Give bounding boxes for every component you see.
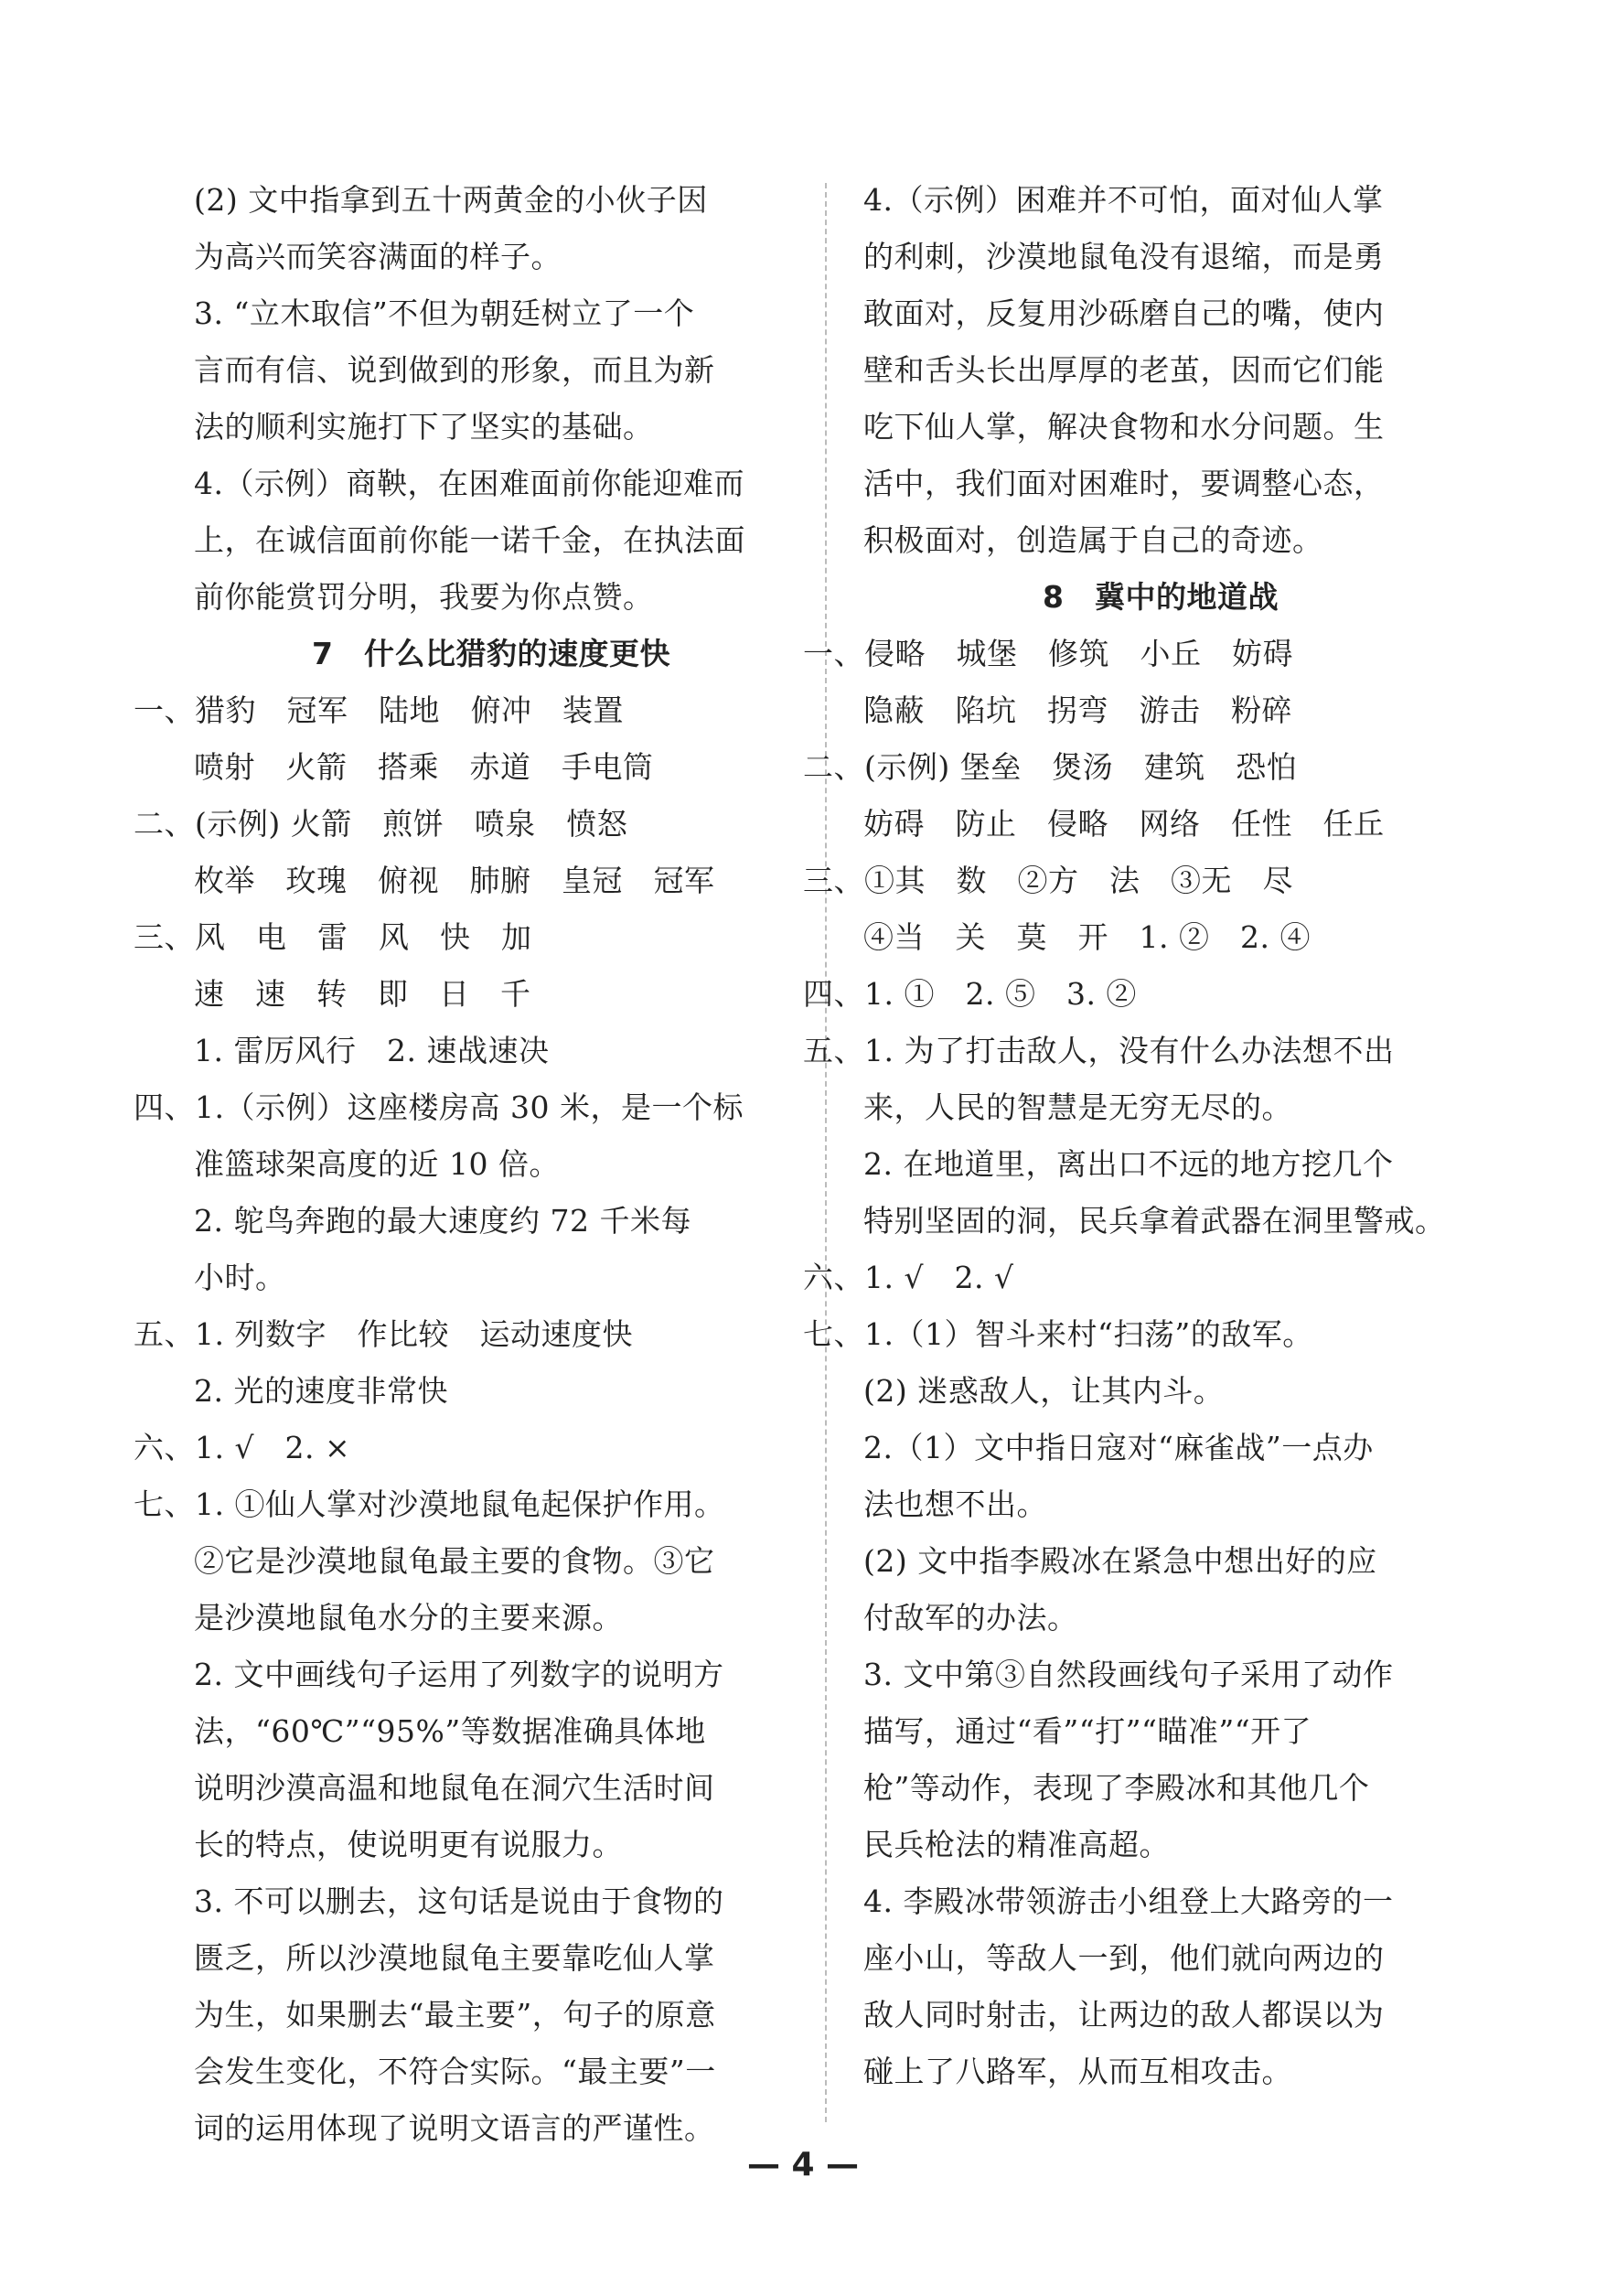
answer-line: 速 速 转 即 日 千 (194, 976, 531, 1012)
answer-line: 匮乏，所以沙漠地鼠龟主要靠吃仙人掌 (194, 1940, 715, 1976)
answer-line: 2. 文中画线句子运用了列数字的说明方 (194, 1657, 724, 1692)
answer-line: 说明沙漠高温和地鼠龟在洞穴生活时间 (194, 1770, 715, 1806)
answer-line: 前你能赏罚分明，我要为你点赞。 (194, 579, 654, 615)
page-number: — 4 — (746, 2146, 860, 2183)
answer-line: 长的特点，使说明更有说服力。 (194, 1827, 623, 1862)
answer-line: 碰上了八路军，从而互相攻击。 (863, 2054, 1292, 2089)
answer-line: 敌人同时射击，让两边的敌人都误以为 (863, 1997, 1385, 2033)
answer-line: 座小山，等敌人一到，他们就向两边的 (863, 1940, 1385, 1976)
answer-line: 二、(示例) 堡垒 煲汤 建筑 恐怕 (803, 749, 1298, 785)
answer-line: 五、1. 为了打击敌人，没有什么办法想不出 (803, 1033, 1395, 1068)
section-heading: 8 冀中的地道战 (1043, 579, 1279, 615)
answer-line: (2) 迷惑敌人，让其内斗。 (863, 1373, 1225, 1409)
answer-line: 4.（示例）困难并不可怕，面对仙人掌 (863, 182, 1384, 218)
column-divider (825, 183, 827, 2122)
answer-line: (2) 文中指李殿冰在紧急中想出好的应 (863, 1543, 1377, 1579)
answer-line: 来，人民的智慧是无穷无尽的。 (863, 1089, 1292, 1125)
answer-line: 1. 雷厉风行 2. 速战速决 (194, 1033, 550, 1068)
answer-line: 四、1. ① 2. ⑤ 3. ② (803, 976, 1137, 1012)
answer-line: 枚举 玫瑰 俯视 肺腑 皇冠 冠军 (194, 863, 715, 898)
answer-line: 民兵枪法的精准高超。 (863, 1827, 1170, 1862)
answer-line: 2. 在地道里，离出口不远的地方挖几个 (863, 1146, 1394, 1182)
right-column (803, 172, 1458, 2100)
answer-line: 准篮球架高度的近 10 倍。 (194, 1146, 560, 1182)
answer-line: 七、1.（1）智斗来村“扫荡”的敌军。 (803, 1316, 1313, 1352)
answer-line: 2. 鸵鸟奔跑的最大速度约 72 千米每 (194, 1203, 691, 1239)
answer-line: 敢面对，反复用沙砾磨自己的嘴，使内 (863, 295, 1385, 331)
answer-line: 4. 李殿冰带领游击小组登上大路旁的一 (863, 1883, 1394, 1919)
answer-line: 隐蔽 陷坑 拐弯 游击 粉碎 (863, 692, 1292, 728)
answer-line: 特别坚固的洞，民兵拿着武器在洞里警戒。 (863, 1203, 1446, 1239)
answer-line: 壁和舌头长出厚厚的老茧，因而它们能 (863, 352, 1385, 388)
answer-line: 二、(示例) 火箭 煎饼 喷泉 愤怒 (134, 806, 628, 842)
section-heading: 7 什么比猎豹的速度更快 (312, 636, 670, 671)
answer-line: 活中，我们面对困难时，要调整心态， (863, 466, 1385, 501)
answer-line: 三、①其 数 ②方 法 ③无 尽 (803, 863, 1293, 898)
answer-line: ④当 关 莫 开 1. ② 2. ④ (863, 919, 1311, 955)
answer-line: 三、风 电 雷 风 快 加 (134, 919, 532, 955)
answer-line: 描写，通过“看”“打”“瞄准”“开了 (863, 1713, 1312, 1749)
answer-line: 法也想不出。 (863, 1486, 1047, 1522)
answer-line: 是沙漠地鼠龟水分的主要来源。 (194, 1600, 623, 1636)
answer-line: 3. 不可以删去，这句话是说由于食物的 (194, 1883, 724, 1919)
answer-line: 六、1. √ 2. √ (803, 1260, 1014, 1295)
answer-line: 言而有信、说到做到的形象，而且为新 (194, 352, 715, 388)
answer-line: 喷射 火箭 搭乘 赤道 手电筒 (194, 749, 654, 785)
answer-line: 2. 光的速度非常快 (194, 1373, 448, 1409)
answer-line: 妨碍 防止 侵略 网络 任性 任丘 (863, 806, 1385, 842)
answer-line: 法的顺利实施打下了坚实的基础。 (194, 409, 654, 445)
answer-line: 上，在诚信面前你能一诺千金，在执法面 (194, 522, 745, 558)
answer-line: 4.（示例）商鞅，在困难面前你能迎难而 (194, 466, 744, 501)
answer-line: 为生，如果删去“最主要”，句子的原意 (194, 1997, 716, 2033)
answer-line: 四、1.（示例）这座楼房高 30 米，是一个标 (134, 1089, 744, 1125)
answer-line: 2.（1）文中指日寇对“麻雀战”一点办 (863, 1430, 1374, 1465)
answer-line: 五、1. 列数字 作比较 运动速度快 (134, 1316, 633, 1352)
answer-line: 一、侵略 城堡 修筑 小丘 妨碍 (803, 636, 1293, 671)
answer-line: 会发生变化，不符合实际。“最主要”一 (194, 2054, 716, 2089)
answer-line: 七、1. ①仙人掌对沙漠地鼠龟起保护作用。 (134, 1486, 725, 1522)
answer-line: 一、猎豹 冠军 陆地 俯冲 装置 (134, 692, 624, 728)
answer-line: 词的运用体现了说明文语言的严谨性。 (194, 2110, 715, 2146)
answer-line: 枪”等动作，表现了李殿冰和其他几个 (863, 1770, 1370, 1806)
answer-line: (2) 文中指拿到五十两黄金的小伙子因 (194, 182, 708, 218)
answer-line: 的利刺，沙漠地鼠龟没有退缩，而是勇 (863, 239, 1385, 274)
answer-line: 付敌军的办法。 (863, 1600, 1078, 1636)
answer-line: 六、1. √ 2. × (134, 1430, 351, 1465)
answer-line: 吃下仙人掌，解决食物和水分问题。生 (863, 409, 1385, 445)
answer-line: 小时。 (194, 1260, 286, 1295)
answer-line: ②它是沙漠地鼠龟最主要的食物。③它 (194, 1543, 715, 1579)
answer-line: 法，“60℃”“95%”等数据准确具体地 (194, 1713, 706, 1749)
answer-line: 3. 文中第③自然段画线句子采用了动作 (863, 1657, 1394, 1692)
left-column (134, 172, 788, 2157)
answer-line: 3. “立木取信”不但为朝廷树立了一个 (194, 295, 695, 331)
answer-line: 为高兴而笑容满面的样子。 (194, 239, 562, 274)
answer-line: 积极面对，创造属于自己的奇迹。 (863, 522, 1323, 558)
